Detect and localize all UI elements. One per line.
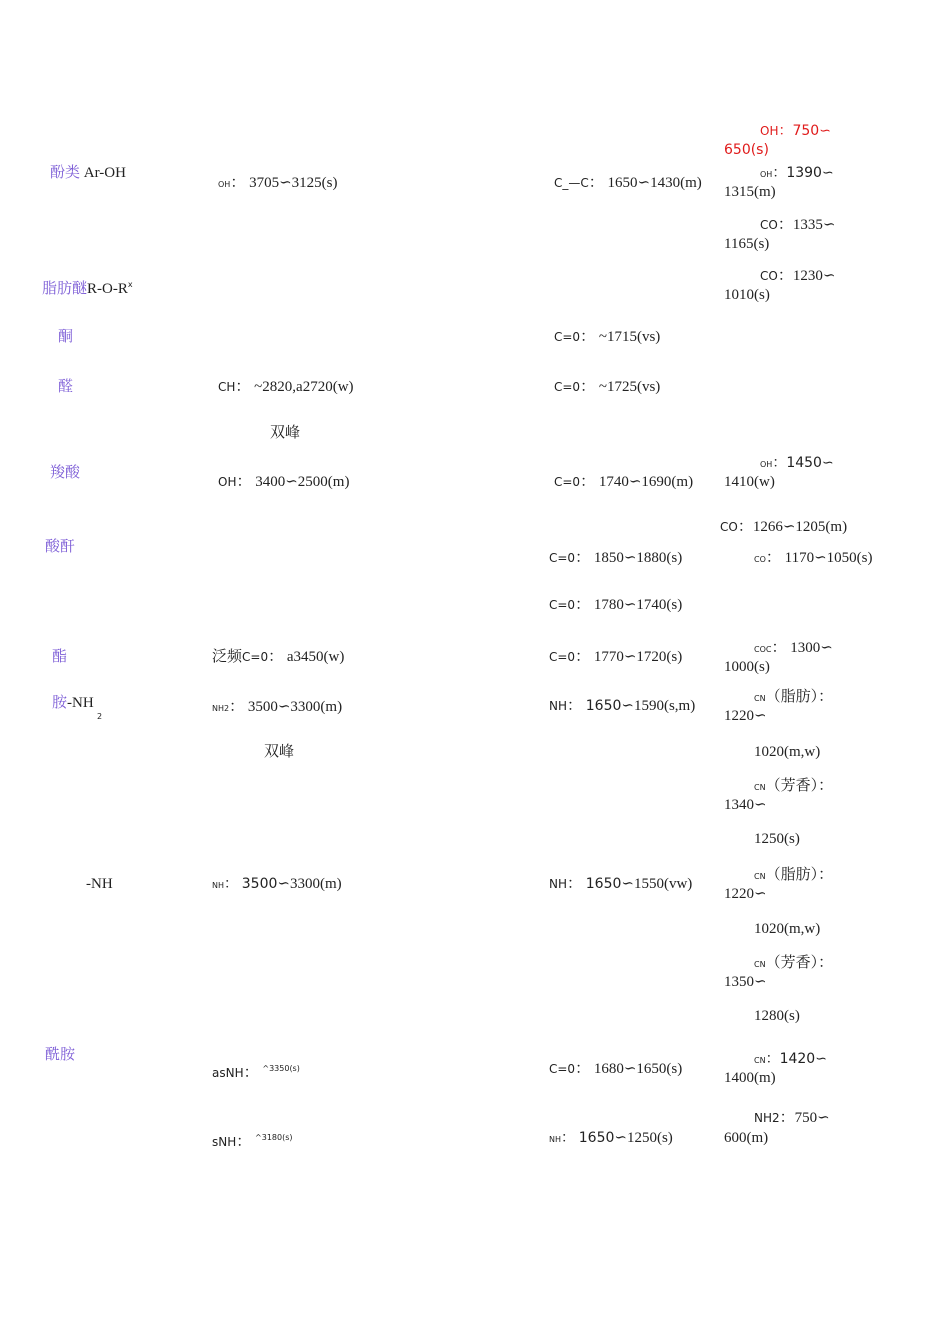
row-amide-col1a xyxy=(212,1060,300,1082)
row-phenol-col3b-cont: 1315(m) xyxy=(724,184,776,200)
row-amide-col2b xyxy=(549,1129,673,1149)
symbol: OH xyxy=(218,475,237,489)
row-amide-col1b xyxy=(212,1129,293,1151)
symbol: CO xyxy=(760,269,778,283)
sep: ： xyxy=(236,474,252,490)
row-amide-col3a-cont: 1400(m) xyxy=(724,1070,776,1086)
row-phenol-col3a-cont: 650(s) xyxy=(724,142,769,158)
row-amine1-col3a xyxy=(754,688,833,708)
value: ~2820,a2720(w) xyxy=(254,379,354,395)
row-aldehyde-name: 醛 xyxy=(58,379,74,395)
row-aldehyde-col1 xyxy=(218,378,354,396)
row-anhydride-col2b xyxy=(549,596,682,614)
row-ester-col3-cont: 1000(s) xyxy=(724,659,770,675)
row-amide-col2a xyxy=(549,1060,682,1078)
symbol: OH xyxy=(760,170,773,179)
symbol: sNH xyxy=(212,1135,237,1149)
row-anhydride-col2a xyxy=(549,549,682,567)
row-ester-name: 酯 xyxy=(52,649,68,665)
row-amine1-name-sub: 2 xyxy=(97,712,103,721)
value: 3400∽2500(m) xyxy=(255,474,350,490)
sep: ： xyxy=(575,550,591,566)
label: （芳香）： xyxy=(765,955,834,971)
value: 1266∽1205(m) xyxy=(752,519,848,535)
symbol: NH xyxy=(549,699,567,713)
symbol: asNH xyxy=(212,1066,244,1080)
sep: ： xyxy=(243,1065,259,1081)
symbol: C=0 xyxy=(554,380,581,394)
row-amine2-col3a xyxy=(754,866,833,886)
name-formula: R-O-R xyxy=(87,281,128,297)
symbol: C=0 xyxy=(549,551,576,565)
row-amine2-col3b xyxy=(754,954,833,974)
value: 1770∽1720(s) xyxy=(593,649,683,665)
name-prime: x xyxy=(127,280,133,289)
value-start: 1390∽ xyxy=(786,165,834,181)
row-acid-name: 羧酸 xyxy=(50,465,81,481)
symbol: C=0 xyxy=(549,650,576,664)
symbol: C=0 xyxy=(549,1062,576,1076)
row-amine1-col2 xyxy=(549,697,695,715)
value-start: 1230∽ xyxy=(792,268,836,284)
label: （脂肪）： xyxy=(765,867,834,883)
value: ^3350(s) xyxy=(262,1064,300,1073)
row-amine1-col3a-cont: 1220∽ xyxy=(724,708,767,724)
sep: ： xyxy=(765,1051,780,1067)
sep: ： xyxy=(567,698,583,714)
symbol: NH2 xyxy=(754,1111,780,1125)
symbol: NH xyxy=(549,1135,561,1144)
row-amide-name: 酰胺 xyxy=(45,1047,76,1063)
row-phenol-col3b xyxy=(760,164,834,184)
sep: ： xyxy=(575,597,591,613)
value-start: 1335∽ xyxy=(792,217,836,233)
value-start: 1650 xyxy=(585,698,622,714)
value: ∽1590(s,m) xyxy=(621,698,696,714)
symbol: C=0 xyxy=(554,330,581,344)
value-start: 1650 xyxy=(578,1130,615,1146)
row-acid-col1 xyxy=(218,473,349,491)
value-start: 1420∽ xyxy=(779,1051,827,1067)
row-ester-col2 xyxy=(549,648,682,666)
name-cn: 脂肪醚 xyxy=(42,281,88,297)
row-anhydride-col3b xyxy=(754,549,873,569)
symbol: OH xyxy=(218,180,231,189)
row-aldehyde-note: 双峰 xyxy=(270,425,301,441)
value: 1170∽1050(s) xyxy=(784,550,873,566)
row-ester-col3 xyxy=(754,639,833,659)
symbol: CN xyxy=(754,694,766,703)
value: ~1725(vs) xyxy=(598,379,661,395)
row-amine2-col3b-cont: 1350∽ xyxy=(724,974,767,990)
value: 3705∽3125(s) xyxy=(249,175,338,191)
sep: ： xyxy=(771,640,787,656)
row-amide-col3b-cont: 600(m) xyxy=(724,1130,769,1146)
sep: ： xyxy=(224,876,238,892)
row-anhydride-name: 酸酐 xyxy=(45,539,76,555)
symbol: CN xyxy=(754,783,766,792)
value: 3500∽3300(m) xyxy=(247,699,343,715)
symbol: CO xyxy=(754,555,766,564)
row-phenol-name xyxy=(50,164,126,182)
sep: ： xyxy=(230,175,246,191)
sep: ： xyxy=(580,379,596,395)
sep: ： xyxy=(777,268,793,284)
value: ^3180(s) xyxy=(255,1133,293,1142)
value-start: 3500 xyxy=(241,876,278,892)
row-anhydride-col3a xyxy=(720,518,847,536)
row-acid-col3 xyxy=(760,454,834,474)
row-amine2-col3a-cont: 1220∽ xyxy=(724,886,767,902)
value: a3450(w) xyxy=(286,649,345,665)
sep: ： xyxy=(236,1134,252,1150)
symbol: COC xyxy=(754,645,772,654)
sep: ： xyxy=(575,649,591,665)
row-ether-name xyxy=(42,276,133,298)
name-cn: 酚类 xyxy=(50,165,81,181)
sep: ： xyxy=(772,165,787,181)
symbol: CN xyxy=(754,960,766,969)
sep: ： xyxy=(737,519,753,535)
row-amine1-name xyxy=(52,694,94,712)
value: 1740∽1690(m) xyxy=(598,474,694,490)
symbol: CN xyxy=(754,872,766,881)
row-amine2-col3a-cont2: 1020(m,w) xyxy=(754,921,821,937)
sep: ： xyxy=(268,649,284,665)
name-formula: Ar-OH xyxy=(83,165,126,181)
sep: ： xyxy=(772,455,787,471)
value: ~1715(vs) xyxy=(598,329,661,345)
symbol: OH xyxy=(760,460,773,469)
row-amine2-col1 xyxy=(212,875,342,895)
sep: ： xyxy=(575,1061,591,1077)
sep: ： xyxy=(229,699,245,715)
row-ether-col3-cont: 1010(s) xyxy=(724,287,770,303)
prefix: 泛频 xyxy=(212,649,243,665)
row-ketone-col2 xyxy=(554,328,660,346)
row-amine1-col3a-cont2: 1020(m,w) xyxy=(754,744,821,760)
label: （芳香）： xyxy=(765,778,834,794)
value: 1680∽1650(s) xyxy=(593,1061,683,1077)
row-amine1-col3b-cont: 1340∽ xyxy=(724,797,767,813)
sep: ： xyxy=(765,550,781,566)
value: 1650∽1430(m) xyxy=(607,175,702,191)
value-start: 1650 xyxy=(585,876,622,892)
row-phenol-col2 xyxy=(554,174,702,192)
sep: ： xyxy=(235,379,251,395)
value: ∽1250(s) xyxy=(614,1130,673,1146)
symbol: CO xyxy=(760,218,778,232)
sep: ： xyxy=(588,175,604,191)
row-ether-col3 xyxy=(760,267,835,285)
row-amine2-col3b-cont2: 1280(s) xyxy=(754,1008,800,1024)
row-amine1-col1 xyxy=(212,698,342,718)
symbol: C=0 xyxy=(242,650,269,664)
symbol: C=0 xyxy=(549,598,576,612)
sep: ： xyxy=(561,1130,575,1146)
value-start: 1300∽ xyxy=(790,640,833,656)
sep: ： xyxy=(580,474,596,490)
row-amine1-col3b-cont2: 1250(s) xyxy=(754,831,800,847)
value: ∽1550(vw) xyxy=(621,876,693,892)
sep: ： xyxy=(580,329,596,345)
row-acid-col2 xyxy=(554,473,693,491)
sep: ： xyxy=(777,217,793,233)
row-aldehyde-col2 xyxy=(554,378,660,396)
row-phenol-col1 xyxy=(218,174,337,194)
value: 1780∽1740(s) xyxy=(593,597,683,613)
symbol: CH xyxy=(218,380,236,394)
sep: ： xyxy=(778,123,793,139)
row-ketone-name: 酮 xyxy=(58,329,74,345)
symbol: CO xyxy=(720,520,738,534)
symbol: C=0 xyxy=(554,475,581,489)
row-amine2-name: -NH xyxy=(86,876,113,892)
row-amide-col3a xyxy=(754,1050,827,1070)
name-formula: -NH xyxy=(67,695,94,711)
value: ∽3300(m) xyxy=(277,876,342,892)
symbol: CN xyxy=(754,1056,766,1065)
value-start: 750∽ xyxy=(792,123,831,139)
symbol: NH xyxy=(549,877,567,891)
row-ester-col1 xyxy=(212,648,344,666)
row-phenol-col3c-cont: 1165(s) xyxy=(724,236,770,252)
sep: ： xyxy=(779,1110,795,1126)
row-amine1-note: 双峰 xyxy=(264,744,295,760)
row-amine2-col2 xyxy=(549,875,692,893)
row-acid-col3-cont: 1410(w) xyxy=(724,474,775,490)
symbol: NH xyxy=(212,881,224,890)
value-start: 1450∽ xyxy=(786,455,834,471)
value-start: 750∽ xyxy=(794,1110,830,1126)
row-amide-col3b xyxy=(754,1109,830,1127)
sep: ： xyxy=(567,876,583,892)
label: （脂肪）： xyxy=(765,689,834,705)
row-amine1-col3b xyxy=(754,777,833,797)
symbol: C_—C xyxy=(554,176,589,190)
name-cn: 胺 xyxy=(52,695,68,711)
symbol: OH xyxy=(760,124,779,138)
symbol: NH2 xyxy=(212,704,230,713)
row-phenol-col3a xyxy=(760,122,831,140)
value: 1850∽1880(s) xyxy=(593,550,683,566)
row-phenol-col3c xyxy=(760,216,835,234)
